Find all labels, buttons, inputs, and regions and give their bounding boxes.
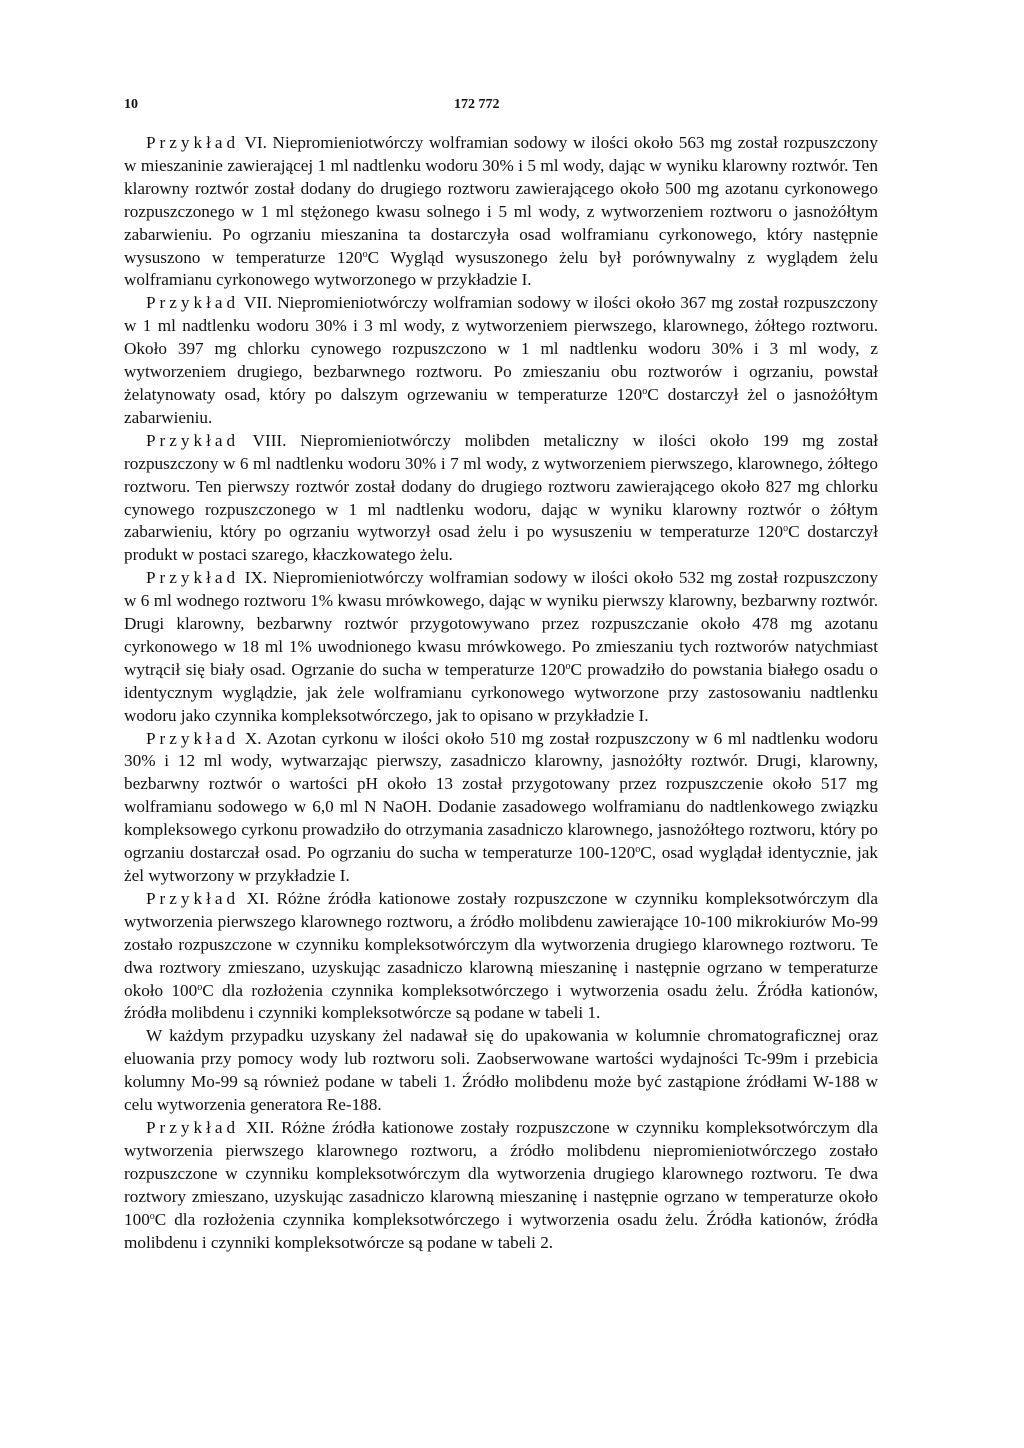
example-label: Przykład — [146, 568, 240, 588]
example-label: Przykład — [146, 133, 240, 152]
paragraph-text: IX. Niepromieniotwórczy wolframian sodowy w ilości około 532 mg został rozpuszczony w 6 ml wodnego roztworu 1% kwasu mrówkowego, dając w wyniku pierwszy klarowny, bezbarwny roztwór. Drugi klarowny, bezbarwny roztwór przygotowywano przez rozpuszczanie około 478 mg azotanu cyrkonowego w 18 ml 1% uwodnionego kwasu mrówkowego. Po zmieszaniu tych roztworów natychmiast wytrącił się biały osad. Ogrzanie do sucha w temperaturze 120 — [124, 568, 878, 679]
paragraph-text: X. Azotan cyrkonu w ilości około 510 mg został rozpuszczony w 6 ml nadtlenku wodoru 30% i 12 ml wody, wytwarzając pierwszy, zasadniczo klarowny, jasnożółty roztwór. Drugi, klarowny, bezbarwny roztwór o wartości pH około 13 został przygotowany przez rozpuszczenie około 517 mg wolframianu sodowego w 6,0 ml N NaOH. Dodanie zasadowego wolframianu do nadtlenkowego związku kompleksowego cyrkonu prowadziło do otrzymania zasadniczo klarownego, jasnożółtego roztworu, który po ogrzaniu dostarczał osad. Po ogrzaniu do sucha w temperaturze 100-120 — [124, 728, 878, 863]
example-label: Przykład — [146, 293, 240, 313]
example-label: Przykład — [146, 430, 240, 450]
patent-number: 172 772 — [454, 97, 500, 112]
example-label: Przykład — [146, 888, 240, 908]
degree-mark: o — [642, 385, 648, 397]
example-8-paragraph — [124, 430, 878, 567]
example-6-paragraph — [124, 132, 878, 292]
example-11-paragraph — [124, 888, 878, 1025]
paragraph-text: C dostarczył produkt w postaci szarego, kłaczkowatego żelu. — [124, 522, 878, 565]
gel-usage-paragraph — [124, 1025, 878, 1117]
example-label: Przykład — [146, 728, 240, 748]
paragraph-text: VII. Niepromieniotwórczy wolframian sodowy w ilości około 367 mg został rozpuszczony w 1 ml nadtlenku wodoru 30% i 3 ml wody, z wytworzeniem pierwszego, klarownego, żółtego roztworu. Około 397 mg chlorku cynowego rozpuszczono w 1 ml nadtlenku wodoru 30% i 3 ml wody, z wytworzeniem drugiego, bezbarwnego roztworu. Po zmieszaniu obu roztworów i ogrzaniu, powstał żelatynowaty osad, który po dalszym ogrzewaniu w temperaturze 120 — [124, 293, 878, 404]
paragraph-text: C prowadziło do powstania białego osadu o identycznym wyglądzie, jak żele wolframianu cyrkonowego wytworzone przy zastosowaniu nadtlenku wodoru jako czynnika kompleksotwórczego, jak to opisano w przykładzie I. — [124, 659, 878, 725]
paragraph-text: XII. Różne źródła kationowe zostały rozpuszczone w czynniku kompleksotwórczym dla wytworzenia pierwszego klarownego roztworu, a źródło molibdenu niepromieniotwórczego zostało rozpuszczone w czynniku kompleksotwórczym dla wytworzenia drugiego klarownego roztworu. Te dwa roztwory zmieszano, uzyskując zasadniczo klarowną mieszaninę i następnie ogrzano w temperaturze około 100 — [124, 1117, 878, 1229]
degree-mark: o — [362, 248, 368, 260]
paragraph-text: C, osad wyglądał identycznie, jak żel wytworzony w przykładzie I. — [124, 843, 878, 885]
paragraph-text: C dostarczył żel o jasnożółtym zabarwieniu. — [124, 384, 878, 427]
paragraph-text: W każdym przypadku uzyskany żel nadawał się do upakowania w kolumnie chromatograficznej oraz eluowania przy pomocy wody lub roztworu soli. Zaobserwowane wartości wydajności Tc-99m i przebicia kolumny Mo-99 są również podane w tabeli 1. Źródło molibdenu może być zastąpione źródłami W-188 w celu wytworzenia generatora Re-188. — [124, 1026, 878, 1115]
degree-mark: o — [197, 981, 203, 993]
degree-mark: o — [565, 660, 571, 672]
example-12-paragraph — [124, 1117, 878, 1254]
paragraph-text: VIII. Niepromieniotwórczy molibden metaliczny w ilości około 199 mg został rozpuszczony w 6 ml nadtlenku wodoru 30% i 7 ml wody, z wytworzeniem pierwszego, klarownego, żółtego roztworu. Ten pierwszy roztwór został dodany do drugiego roztworu zawierającego około 827 mg chlorku cynowego rozpuszczonego w 1 ml nadtlenku wodoru, dając w wyniku klarowny roztwór o żółtym zabarwieniu, który po ogrzaniu wytworzył osad żelu i po wysuszeniu w temperaturze 120 — [124, 430, 878, 542]
example-7-paragraph — [124, 292, 878, 429]
paragraph-text: XI. Różne źródła kationowe zostały rozpuszczone w czynniku kompleksotwórczym dla wytworzenia pierwszego klarownego roztworu, a źródło molibdenu zawierające 10-100 mikrokiurów Mo-99 zostało rozpuszczone w czynniku kompleksotwórczym dla wytworzenia drugiego klarownego roztworu. Te dwa roztwory zmieszano, uzyskując zasadniczo klarowną mieszaninę i następnie ogrzano w temperaturze około 100 — [124, 888, 878, 1000]
paragraph-text: C Wygląd wysuszonego żelu był porównywalny z wyglądem żelu wolframianu cyrkonowego wytworzonego w przykładzie I. — [124, 247, 878, 290]
page-header — [124, 88, 878, 132]
paragraph-text: VI. Niepromieniotwórczy wolframian sodowy w ilości około 563 mg został rozpuszczony w mieszaninie zawierającej 1 ml nadtlenku wodoru 30% i 5 ml wody, dając w wyniku klarowny roztwór. Ten klarowny roztwór został dodany do drugiego roztworu zawierającego około 500 mg azotanu cyrkonowego rozpuszczonego w 1 ml stężonego kwasu solnego i 5 ml wody, z wytworzeniem roztworu o jasnożółtym zabarwieniu. Po ogrzaniu mieszanina ta dostarczyła osad wolframianu cyrkonowego, który następnie wysuszono w temperaturze 120 — [124, 133, 878, 267]
paragraph-text: C dla rozłożenia czynnika kompleksotwórczego i wytworzenia osadu żelu. Źródła kationów, źródła molibdenu i czynniki kompleksotwórcze są podane w tabeli 2. — [124, 1209, 878, 1252]
paragraph-text: C dla rozłożenia czynnika kompleksotwórczego i wytworzenia osadu żelu. Źródła kationów, źródła molibdenu i czynniki kompleksotwórcze są podane w tabeli 1. — [124, 980, 878, 1023]
degree-mark: o — [635, 844, 641, 856]
degree-mark: o — [783, 523, 789, 535]
example-10-paragraph — [124, 728, 878, 888]
page-number: 10 — [124, 97, 138, 112]
degree-mark: o — [149, 1210, 155, 1222]
example-9-paragraph — [124, 567, 878, 727]
example-label: Przykład — [146, 1117, 240, 1137]
document-page — [124, 88, 878, 1254]
